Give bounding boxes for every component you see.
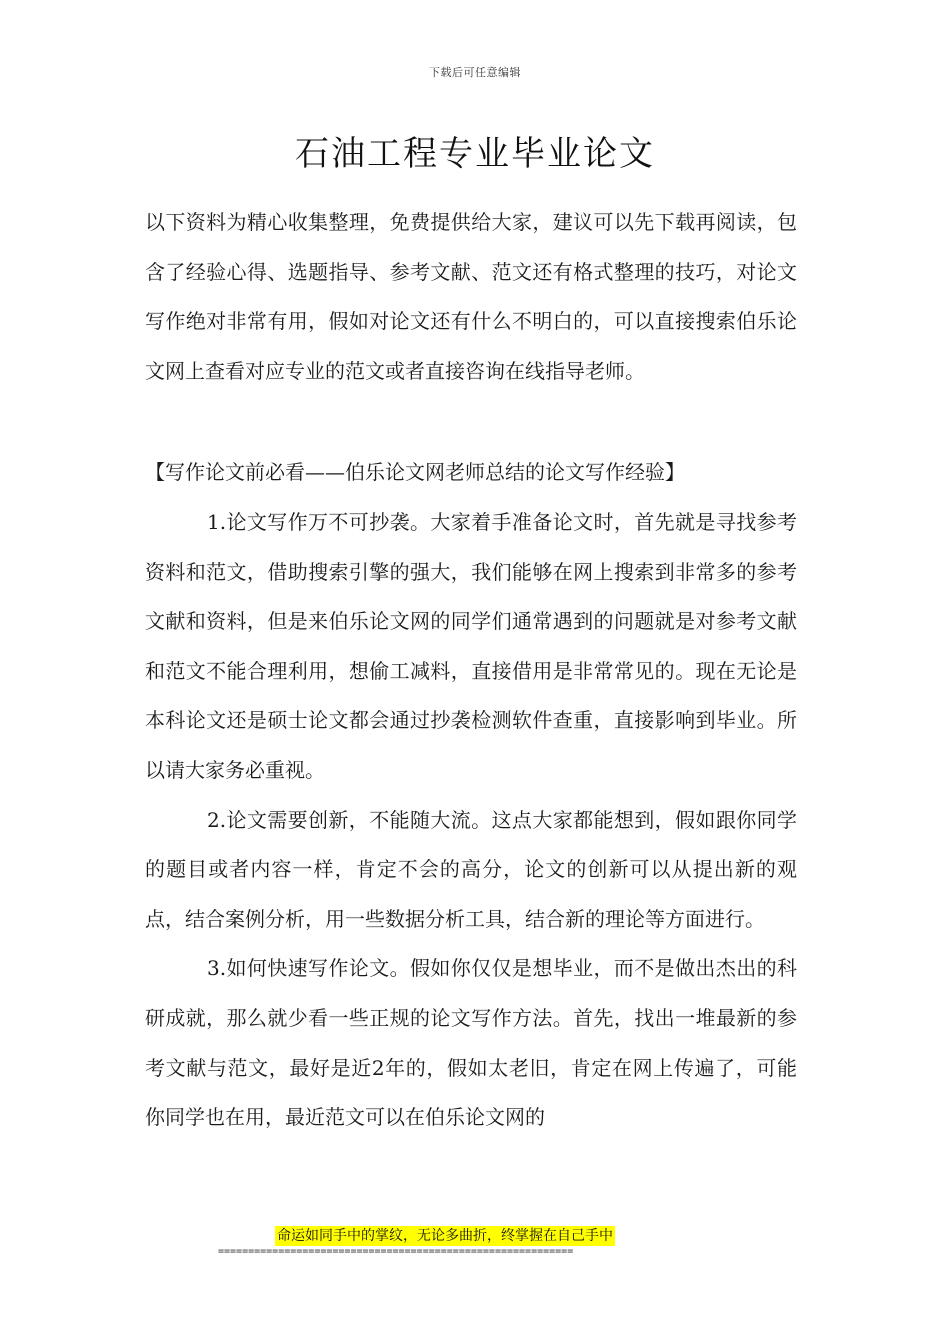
list-item: 3.如何快速写作论文。假如你仅仅是想毕业，而不是做出杰出的科研成就，那么就少看一些正规的论文写作方法。首先，找出一堆最新的参考文献与范文，最好是近2年的，假如太老旧，肯定在网上传遍了，可能你同学也在用，最近范文可以在伯乐论文网的 (145, 956, 797, 1130)
footer-motto: 命运如同手中的掌纹，无论多曲折，终掌握在自己手中 (277, 1228, 613, 1244)
footer-divider: =========================================================== (218, 1246, 574, 1257)
document-title: 石油工程专业毕业论文 (295, 134, 655, 174)
list-item: 1.论文写作万不可抄袭。大家着手准备论文时，首先就是寻找参考资料和范文，借助搜索引擎的强大，我们能够在网上搜索到非常多的参考文献和资料，但是来伯乐论文网的同学们通常遇到的问题就是对参考文献和范文不能合理利用，想偷工减料，直接借用是非常常见的。现在无论是本科论文还是硕士论文都会通过抄袭检测软件查重，直接影响到毕业。所以请大家务必重视。 (145, 509, 797, 782)
header-note: 下载后可任意编辑 (429, 66, 521, 79)
blank-line (145, 396, 797, 448)
document-body (145, 198, 797, 1143)
intro-paragraph: 以下资料为精心收集整理，免费提供给大家，建议可以先下载再阅读，包含了经验心得、选题指导、参考文献、范文还有格式整理的技巧，对论文写作绝对非常有用，假如对论文还有什么不明白的，可以直接搜索伯乐论文网上查看对应专业的范文或者直接咨询在线指导老师。 (145, 210, 797, 383)
section-heading: 【写作论文前必看——伯乐论文网老师总结的论文写作经验】 (145, 460, 685, 485)
list-item: 2.论文需要创新，不能随大流。这点大家都能想到，假如跟你同学的题目或者内容一样，肯定不会的高分，论文的创新可以从提出新的观点，结合案例分析，用一些数据分析工具，结合新的理论等方面进行。 (145, 807, 797, 931)
